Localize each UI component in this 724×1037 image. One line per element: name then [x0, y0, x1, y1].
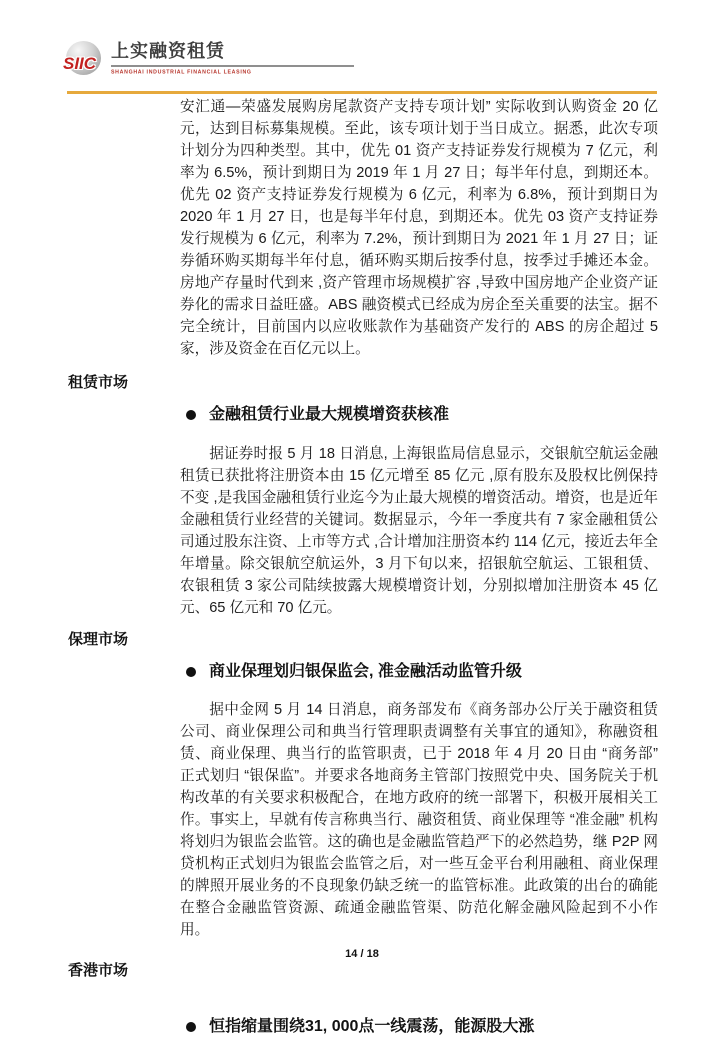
bullet-item-leasing — [180, 405, 658, 425]
bullet-title: 恒指缩量围绕31, 000点一线震荡，能源股大涨 — [209, 1018, 535, 1035]
bullet-title: 金融租赁行业最大规模增资获核准 — [209, 406, 450, 423]
document-body — [68, 96, 658, 1037]
logo-name-chinese: 上实融资租赁 — [111, 41, 354, 67]
logo-name-english: SHANGHAI INDUSTRIAL FINANCIAL LEASING — [111, 68, 252, 75]
section-heading-hongkong-market: 香港市场 — [68, 962, 129, 979]
section-paragraph-leasing: 据证券时报 5 月 18 日消息, 上海银监局信息显示，交银航空航运金融租赁已获批将注册资本由 15 亿元增至 85 亿元 ,原有股东及股权比例保持不变 ,是我国金融租赁行业迄今为止最大规模的增资活动。增资，也是近年金融租赁行业经营的关键词。数据显示，今年一季度共有 7 家金融租赁公司通过股东注资、上市等方式 ,合计增加注册资本约 114 亿元，接近去年全年增量。除交银航空航运外，3 月下旬以来，招银航空航运、工银租赁、农银租赁 3 家公司陆续披露大规模增资计划，分别拟增加注册资本 45 亿元、65 亿元和 70 亿元。 — [180, 446, 658, 616]
siic-wordmark: SIIC — [63, 54, 97, 73]
bullet-icon — [186, 410, 196, 420]
section-paragraph-factoring: 据中金网 5 月 14 日消息，商务部发布《商务部办公厅关于融资租赁公司、商业保理公司和典当行管理职责调整有关事宜的通知》，称融资租赁、商业保理、典当行的监管职责，已于 2018 年 4 月 20 日由 “商务部” 正式划归 “银保监”。并要求各地商务主管部门按照党中央、国务院关于机构改革的有关要求积极配合，在地方政府的统一部署下，积极开展相关工作。事实上，早就有传言称典当行、融资租赁、商业保理等 “准金融” 机构将划归为银监会监管。这的确也是金融监管趋严下的必然趋势，继 P2P 网贷机构正式划归为银监会监管之后，对一些互金平台利用融租、商业保理的牌照开展业务的不良现象仍缺乏统一的监管标准。此政策的出台的确能在整合金融监管资源、疏通金融监管渠、防范化解金融风险起到不小作用。 — [180, 702, 658, 938]
page-number: 14 / 18 — [345, 948, 379, 960]
bullet-item-hongkong — [180, 1017, 658, 1037]
bullet-item-factoring — [180, 662, 658, 682]
bullet-title: 商业保理划归银保监会, 准金融活动监管升级 — [209, 663, 522, 680]
intro-paragraph: 安汇通—荣盛发展购房尾款资产支持专项计划” 实际收到认购资金 20 亿元，达到目标募集规模。至此，该专项计划于当日成立。据悉，此次专项计划分为四种类型。其中，优先 01 资产支持证券发行规模为 7 亿元，利率为 6.5%，预计到期日为 2019 年 1 月 27 日；每半年付息，到期还本。优先 02 资产支持证券发行规模为 6 亿元，利率为 6.8%，预计到期日为 2020 年 1 月 27 日，也是每半年付息，到期还本。优先 03 资产支持证券发行规模为 6 亿元，利率为 7.2%，预计到期日为 2021 年 1 月 27 日；证券循环购买期每半年付息，循环购买期后按季付息，按季过手摊还本金。房地产存量时代到来 ,资产管理市场规模扩容 ,导致中国房地产企业资产证券化的需求日益旺盛。ABS 融资模式已经成为房企至关重要的法宝。据不完全统计，目前国内以应收账款作为基础资产发行的 ABS 的房企超过 5 家，涉及资金在百亿元以上。 — [180, 99, 658, 357]
section-heading-factoring-market: 保理市场 — [68, 631, 129, 648]
bullet-icon — [186, 1022, 196, 1032]
section-heading-leasing-market: 租赁市场 — [68, 374, 129, 391]
page-footer — [0, 948, 724, 960]
logo-text — [111, 41, 354, 79]
siic-globe-icon — [63, 41, 101, 75]
company-logo — [63, 41, 354, 79]
header-divider — [67, 91, 657, 94]
bullet-icon — [186, 667, 196, 677]
